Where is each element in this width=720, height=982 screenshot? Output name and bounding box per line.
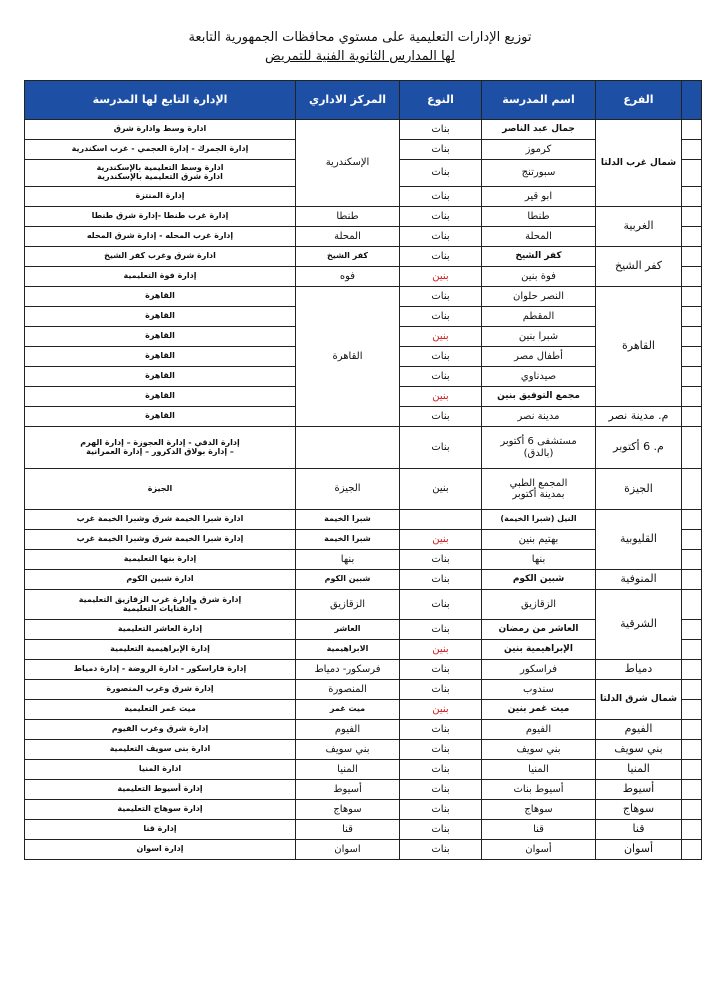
center-cell: بنها: [296, 550, 400, 570]
center-cell: الابراهيمية: [296, 640, 400, 660]
blank-cell: [682, 740, 702, 760]
type-cell: بنات: [400, 590, 482, 620]
admin-cell: إدارة أسيوط التعليمية: [25, 780, 296, 800]
type-cell: بنات: [400, 160, 482, 187]
center-cell: أسيوط: [296, 780, 400, 800]
school-cell: المنيا: [482, 760, 596, 780]
header-center: المركز الاداري: [296, 81, 400, 120]
type-cell: بنات: [400, 287, 482, 307]
center-cell: الإسكندرية: [296, 120, 400, 207]
type-cell: بنين: [400, 267, 482, 287]
blank-cell: [682, 530, 702, 550]
branch-cell: بني سويف: [596, 740, 682, 760]
blank-cell: [682, 367, 702, 387]
table-row: [25, 207, 702, 227]
type-cell: بنات: [400, 660, 482, 680]
school-cell: أسوان: [482, 840, 596, 860]
admin-cell: القاهرة: [25, 387, 296, 407]
blank-cell: [682, 207, 702, 227]
blank-cell: [682, 680, 702, 700]
admin-cell: إدارة شرق وإدارة غرب الزقازيق التعليمية - القنايات التعليمية: [25, 590, 296, 620]
school-cell: أسيوط بنات: [482, 780, 596, 800]
school-cell: بهتيم بنين: [482, 530, 596, 550]
branch-cell: أسوان: [596, 840, 682, 860]
blank-cell: [682, 187, 702, 207]
admin-cell: ادارة المنيا: [25, 760, 296, 780]
blank-cell: [682, 660, 702, 680]
type-cell: بنات: [400, 227, 482, 247]
table-row: [25, 720, 702, 740]
type-cell: بنين: [400, 700, 482, 720]
blank-cell: [682, 570, 702, 590]
table-row: [25, 820, 702, 840]
type-cell: بنات: [400, 680, 482, 700]
branch-cell: قنا: [596, 820, 682, 840]
school-cell: النصر حلوان: [482, 287, 596, 307]
type-cell: بنات: [400, 120, 482, 140]
branch-cell: م. 6 أكتوبر: [596, 427, 682, 469]
admin-cell: ادارة شبرا الخيمة شرق وشبرا الخيمة غرب: [25, 510, 296, 530]
branch-cell: م. مدينة نصر: [596, 407, 682, 427]
branch-cell: القليوبية: [596, 510, 682, 570]
type-cell: بنات: [400, 367, 482, 387]
admin-cell: القاهرة: [25, 407, 296, 427]
type-cell: بنات: [400, 247, 482, 267]
type-cell: بنات: [400, 620, 482, 640]
table-row: [25, 287, 702, 307]
branch-cell: سوهاج: [596, 800, 682, 820]
admin-cell: القاهرة: [25, 347, 296, 367]
blank-cell: [682, 820, 702, 840]
blank-cell: [682, 550, 702, 570]
center-cell: ميت غمر: [296, 700, 400, 720]
center-cell: المحلة: [296, 227, 400, 247]
page-subtitle: لها المدارس الثانوية الفنية للتمريض: [265, 49, 455, 64]
school-cell: سندوب: [482, 680, 596, 700]
header-admin: الإدارة التابع لها المدرسة: [25, 81, 296, 120]
table-row: [25, 120, 702, 140]
blank-cell: [682, 287, 702, 307]
school-cell: سوهاج: [482, 800, 596, 820]
school-cell: ميت غمر بنين: [482, 700, 596, 720]
blank-cell: [682, 800, 702, 820]
blank-cell: [682, 227, 702, 247]
center-cell: شبرا الخيمة: [296, 530, 400, 550]
center-cell: العاشر: [296, 620, 400, 640]
school-cell: العاشر من رمضان: [482, 620, 596, 640]
type-cell: بنات: [400, 570, 482, 590]
school-cell: مستشفى 6 أكتوبر (بالدق): [482, 427, 596, 469]
school-cell: الفيوم: [482, 720, 596, 740]
type-cell: بنين: [400, 327, 482, 347]
center-cell: فرسكور- دمياط: [296, 660, 400, 680]
school-cell: فوة بنين: [482, 267, 596, 287]
school-cell: مدينة نصر: [482, 407, 596, 427]
admin-cell: إدارة قنا: [25, 820, 296, 840]
school-cell: أطفال مصر: [482, 347, 596, 367]
admin-cell: القاهرة: [25, 287, 296, 307]
branch-cell: شمال غرب الدلتا: [596, 120, 682, 207]
school-cell: الإبراهيمية بنين: [482, 640, 596, 660]
type-cell: بنات: [400, 427, 482, 469]
school-cell: قنا: [482, 820, 596, 840]
page-title: توزيع الإدارات التعليمية على مستوي محافظات الجمهورية التابعة: [188, 30, 532, 45]
blank-cell: [682, 780, 702, 800]
blank-cell: [682, 510, 702, 530]
blank-cell: [682, 120, 702, 140]
center-cell: المنصورة: [296, 680, 400, 700]
center-cell: شبين الكوم: [296, 570, 400, 590]
type-cell: بنين: [400, 469, 482, 510]
admin-cell: إدارة شرق وغرب الفيوم: [25, 720, 296, 740]
type-cell: بنين: [400, 640, 482, 660]
admin-cell: إدارة شرق وغرب المنصورة: [25, 680, 296, 700]
center-cell: الفيوم: [296, 720, 400, 740]
school-cell: شبين الكوم: [482, 570, 596, 590]
blank-cell: [682, 640, 702, 660]
admin-cell: إدارة الجمرك - إدارة العجمي - غرب اسكندرية: [25, 140, 296, 160]
branch-cell: الجيزة: [596, 469, 682, 510]
school-cell: فراسكور: [482, 660, 596, 680]
branch-cell: الشرقية: [596, 590, 682, 660]
school-cell: المحلة: [482, 227, 596, 247]
table-row: [25, 570, 702, 590]
admin-cell: إدارة المنتزة: [25, 187, 296, 207]
blank-cell: [682, 347, 702, 367]
blank-cell: [682, 427, 702, 469]
school-cell: ابو قير: [482, 187, 596, 207]
center-cell: المنيا: [296, 760, 400, 780]
type-cell: بنات: [400, 347, 482, 367]
center-cell: كفر الشيخ: [296, 247, 400, 267]
blank-cell: [682, 620, 702, 640]
type-cell: بنات: [400, 800, 482, 820]
school-cell: بنها: [482, 550, 596, 570]
blank-cell: [682, 407, 702, 427]
school-cell: المجمع الطبي بمدينة أكتوبر: [482, 469, 596, 510]
admin-cell: القاهرة: [25, 327, 296, 347]
blank-cell: [682, 760, 702, 780]
school-cell: مجمع التوفيق بنين: [482, 387, 596, 407]
admin-cell: إدارة اسوان: [25, 840, 296, 860]
branch-cell: الغربية: [596, 207, 682, 247]
header-blank-cell: [682, 81, 702, 120]
school-cell: جمال عبد الناصر: [482, 120, 596, 140]
table-row: [25, 740, 702, 760]
center-cell: الزقازيق: [296, 590, 400, 620]
schools-table: [24, 80, 702, 860]
type-cell: بنات: [400, 760, 482, 780]
table-row: [25, 680, 702, 700]
admin-cell: الجيزة: [25, 469, 296, 510]
branch-cell: دمياط: [596, 660, 682, 680]
admin-cell: ادارة شرق وغرب كفر الشيخ: [25, 247, 296, 267]
table-row: [25, 800, 702, 820]
admin-cell: إدارة العاشر التعليمية: [25, 620, 296, 640]
admin-cell: ادارة بنى سويف التعليمية: [25, 740, 296, 760]
blank-cell: [682, 327, 702, 347]
school-cell: النيل (شبرا الخيمة): [482, 510, 596, 530]
header-school: اسم المدرسة: [482, 81, 596, 120]
header-branch: الفرع: [596, 81, 682, 120]
school-cell: بني سويف: [482, 740, 596, 760]
table-header-row: [25, 81, 702, 120]
type-cell: بنات: [400, 740, 482, 760]
center-cell: سوهاج: [296, 800, 400, 820]
blank-cell: [682, 590, 702, 620]
blank-cell: [682, 267, 702, 287]
admin-cell: إدارة فاراسكور - ادارة الروضة - إدارة دمياط: [25, 660, 296, 680]
blank-cell: [682, 160, 702, 187]
type-cell: بنات: [400, 780, 482, 800]
type-cell: بنات: [400, 550, 482, 570]
admin-cell: إدارة شبرا الخيمة شرق وشبرا الخيمة غرب: [25, 530, 296, 550]
type-cell: بنات: [400, 140, 482, 160]
type-cell: بنات: [400, 407, 482, 427]
school-cell: سبورتنج: [482, 160, 596, 187]
center-cell: بني سويف: [296, 740, 400, 760]
admin-cell: إدارة الدقي - إدارة العجوزة – إدارة الهرم – إدارة بولاق الدكرور – إدارة العمرانية: [25, 427, 296, 469]
blank-cell: [682, 469, 702, 510]
branch-cell: الفيوم: [596, 720, 682, 740]
type-cell: بنات: [400, 307, 482, 327]
center-cell: اسوان: [296, 840, 400, 860]
table-row: [25, 760, 702, 780]
center-cell: طنطا: [296, 207, 400, 227]
center-cell: القاهرة: [296, 287, 400, 427]
admin-cell: القاهرة: [25, 307, 296, 327]
center-cell: شبرا الخيمة: [296, 510, 400, 530]
center-cell: قنا: [296, 820, 400, 840]
blank-cell: [682, 247, 702, 267]
admin-cell: ادارة شبين الكوم: [25, 570, 296, 590]
type-cell: بنات: [400, 840, 482, 860]
admin-cell: إدارة الإبراهيمية التعليمية: [25, 640, 296, 660]
table-row: [25, 780, 702, 800]
admin-cell: ادارة وسط وادارة شرق: [25, 120, 296, 140]
admin-cell: إدارة غرب المحله - إدارة شرق المحله: [25, 227, 296, 247]
branch-cell: المنوفية: [596, 570, 682, 590]
school-cell: صيدناوي: [482, 367, 596, 387]
type-cell: بنات: [400, 820, 482, 840]
branch-cell: المنيا: [596, 760, 682, 780]
school-cell: الزقازيق: [482, 590, 596, 620]
blank-cell: [682, 720, 702, 740]
admin-cell: ادارة وسط التعليمية بالإسكندرية ادارة شرق التعليمية بالإسكندرية: [25, 160, 296, 187]
table-row: [25, 469, 702, 510]
school-cell: المقطم: [482, 307, 596, 327]
admin-cell: إدارة بنها التعليمية: [25, 550, 296, 570]
center-cell: فوه: [296, 267, 400, 287]
branch-cell: أسيوط: [596, 780, 682, 800]
table-row: [25, 590, 702, 620]
type-cell: بنين: [400, 387, 482, 407]
table-row: [25, 510, 702, 530]
blank-cell: [682, 840, 702, 860]
center-cell: [296, 427, 400, 469]
school-cell: طنطا: [482, 207, 596, 227]
type-cell: بنات: [400, 187, 482, 207]
center-cell: الجيزة: [296, 469, 400, 510]
admin-cell: إدارة فوة التعليمية: [25, 267, 296, 287]
type-cell: بنين: [400, 530, 482, 550]
type-cell: بنات: [400, 720, 482, 740]
blank-cell: [682, 387, 702, 407]
type-cell: بنات: [400, 207, 482, 227]
school-cell: كفر الشيخ: [482, 247, 596, 267]
table-row: [25, 840, 702, 860]
header-type: النوع: [400, 81, 482, 120]
admin-cell: القاهرة: [25, 367, 296, 387]
admin-cell: ميت غمر التعليمية: [25, 700, 296, 720]
admin-cell: إدارة غرب طنطا -إدارة شرق طنطا: [25, 207, 296, 227]
school-cell: شبرا بنين: [482, 327, 596, 347]
type-cell: [400, 510, 482, 530]
branch-cell: شمال شرق الدلتا: [596, 680, 682, 720]
blank-cell: [682, 307, 702, 327]
branch-cell: كفر الشيخ: [596, 247, 682, 287]
school-cell: كرموز: [482, 140, 596, 160]
admin-cell: إدارة سوهاج التعليمية: [25, 800, 296, 820]
blank-cell: [682, 700, 702, 720]
table-row: [25, 660, 702, 680]
branch-cell: القاهرة: [596, 287, 682, 407]
table-row: [25, 427, 702, 469]
table-row: [25, 247, 702, 267]
blank-cell: [682, 140, 702, 160]
